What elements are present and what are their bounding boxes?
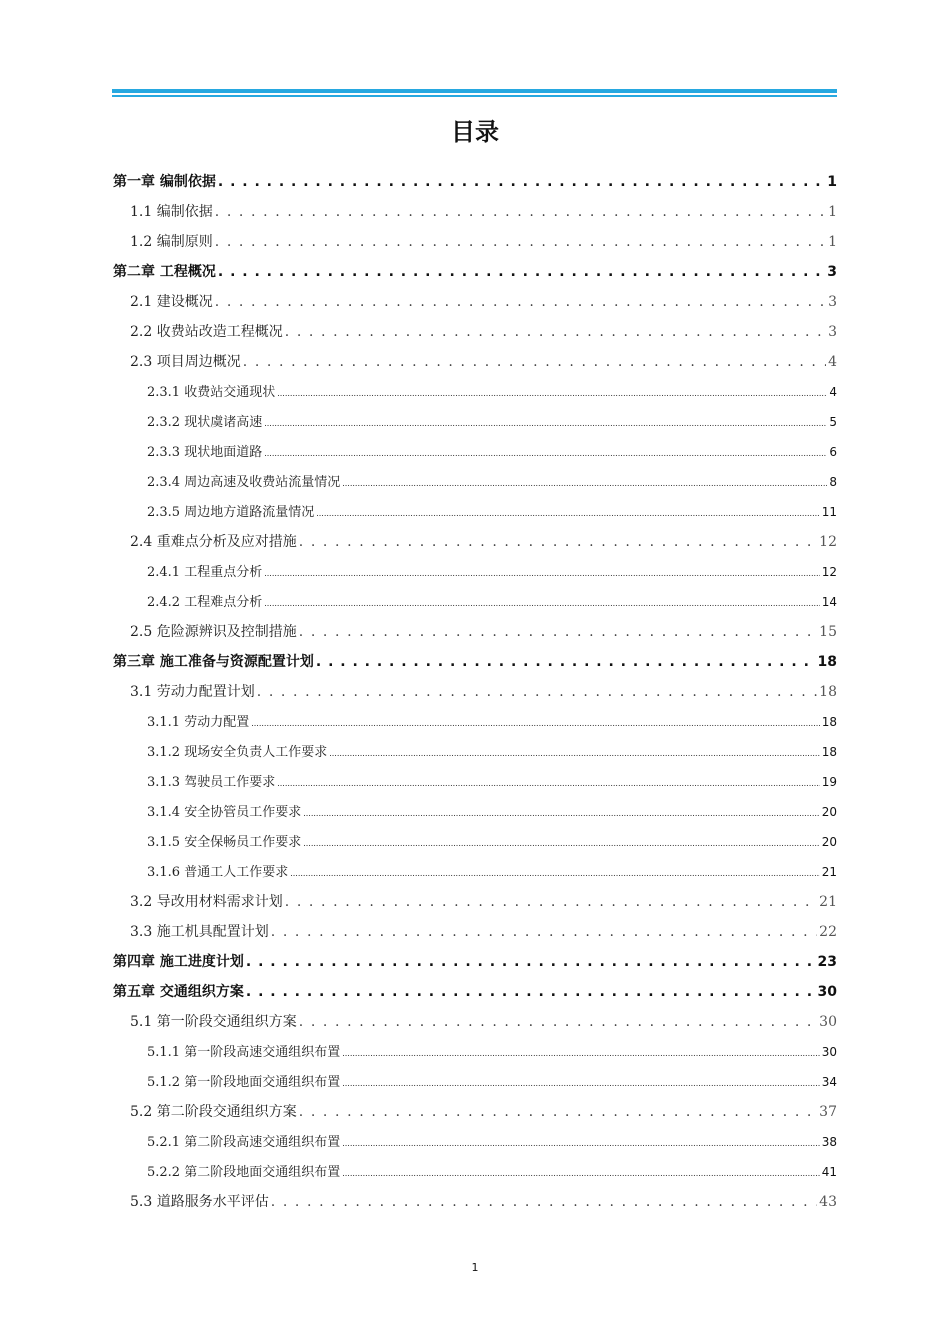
toc-entry[interactable] xyxy=(113,557,837,587)
toc-dot-leader xyxy=(264,588,820,617)
toc-entry-page: 1 xyxy=(828,204,837,220)
toc-entry-title: 3.1.6 普通工人工作要求 xyxy=(147,865,289,880)
toc-entry-title: 5.1.1 第一阶段高速交通组织布置 xyxy=(147,1045,341,1060)
toc-entry[interactable] xyxy=(113,1067,837,1097)
toc-entry-title: 2.3 项目周边概况 xyxy=(130,354,241,370)
toc-entry-title: 2.5 危险源辨识及控制措施 xyxy=(130,624,297,640)
toc-dot-leader xyxy=(299,617,817,647)
toc-entry-title: 2.3.2 现状虞诸高速 xyxy=(147,415,263,430)
toc-dot-leader xyxy=(271,1187,817,1217)
toc-entry[interactable] xyxy=(113,1037,837,1067)
toc-entry-title: 3.3 施工机具配置计划 xyxy=(130,924,269,940)
toc-entry[interactable] xyxy=(113,287,837,317)
toc-dot-leader xyxy=(285,887,817,917)
toc-entry[interactable] xyxy=(113,1127,837,1157)
toc-entry-title: 5.3 道路服务水平评估 xyxy=(130,1194,269,1210)
toc-dot-leader xyxy=(285,317,826,347)
toc-entry-page: 3 xyxy=(828,324,837,340)
toc-entry[interactable] xyxy=(113,947,837,977)
toc-entry-page: 22 xyxy=(819,924,837,940)
toc-entry-page: 11 xyxy=(821,505,837,519)
toc-entry-page: 30 xyxy=(819,1014,837,1030)
toc-entry[interactable] xyxy=(113,317,837,347)
toc-entry-page: 37 xyxy=(819,1104,837,1120)
toc-entry[interactable] xyxy=(113,407,837,437)
toc-entry[interactable] xyxy=(113,587,837,617)
toc-entry-page: 38 xyxy=(821,1135,837,1149)
toc-dot-leader xyxy=(299,527,817,557)
toc-entry-page: 15 xyxy=(819,624,837,640)
toc-dot-leader xyxy=(303,828,820,857)
toc-dot-leader xyxy=(316,647,816,677)
toc-entry-title: 第三章 施工准备与资源配置计划 xyxy=(113,654,314,670)
toc-entry[interactable] xyxy=(113,1187,837,1217)
toc-entry-page: 8 xyxy=(829,475,837,489)
table-of-contents xyxy=(113,167,837,1217)
toc-entry[interactable] xyxy=(113,167,837,197)
toc-entry[interactable] xyxy=(113,197,837,227)
toc-entry-page: 4 xyxy=(828,354,837,370)
toc-dot-leader xyxy=(303,798,820,827)
toc-entry-page: 1 xyxy=(827,174,837,190)
toc-entry-title: 3.1.2 现场安全负责人工作要求 xyxy=(147,745,328,760)
toc-entry[interactable] xyxy=(113,527,837,557)
page-number: 1 xyxy=(471,1261,479,1274)
toc-entry-page: 21 xyxy=(821,865,837,879)
toc-entry-page: 43 xyxy=(819,1194,837,1210)
toc-entry[interactable] xyxy=(113,857,837,887)
toc-entry-title: 第二章 工程概况 xyxy=(113,264,216,280)
toc-dot-leader xyxy=(264,438,827,467)
toc-entry-title: 1.2 编制原则 xyxy=(130,234,213,250)
header-rule-thick xyxy=(112,89,837,93)
toc-dot-leader xyxy=(277,378,827,407)
toc-entry-title: 2.3.1 收费站交通现状 xyxy=(147,385,276,400)
toc-entry-title: 3.1 劳动力配置计划 xyxy=(130,684,255,700)
toc-entry[interactable] xyxy=(113,377,837,407)
toc-entry-title: 2.2 收费站改造工程概况 xyxy=(130,324,283,340)
toc-dot-leader xyxy=(218,167,825,197)
toc-entry[interactable] xyxy=(113,347,837,377)
toc-entry-title: 2.3.4 周边高速及收费站流量情况 xyxy=(147,475,341,490)
toc-entry-page: 21 xyxy=(819,894,837,910)
toc-entry-page: 30 xyxy=(817,984,837,1000)
toc-title: 目录 xyxy=(451,118,499,146)
toc-entry-page: 18 xyxy=(817,654,837,670)
toc-entry-title: 2.4.2 工程难点分析 xyxy=(147,595,263,610)
toc-entry-title: 2.3.5 周边地方道路流量情况 xyxy=(147,505,315,520)
toc-dot-leader xyxy=(299,1097,817,1127)
toc-entry-page: 20 xyxy=(821,835,837,849)
toc-entry-title: 1.1 编制依据 xyxy=(130,204,213,220)
toc-entry[interactable] xyxy=(113,737,837,767)
toc-dot-leader xyxy=(342,1038,820,1067)
toc-entry[interactable] xyxy=(113,497,837,527)
toc-entry[interactable] xyxy=(113,1097,837,1127)
toc-dot-leader xyxy=(342,1068,820,1097)
toc-entry[interactable] xyxy=(113,437,837,467)
toc-entry-title: 3.1.1 劳动力配置 xyxy=(147,715,250,730)
toc-entry-page: 12 xyxy=(821,565,837,579)
toc-entry-page: 23 xyxy=(817,954,837,970)
toc-entry[interactable] xyxy=(113,977,837,1007)
toc-entry-title: 5.2 第二阶段交通组织方案 xyxy=(130,1104,297,1120)
toc-entry[interactable] xyxy=(113,797,837,827)
toc-dot-leader xyxy=(251,708,820,737)
toc-entry[interactable] xyxy=(113,677,837,707)
toc-entry-page: 4 xyxy=(829,385,837,399)
toc-dot-leader xyxy=(218,257,825,287)
toc-entry-title: 3.2 导改用材料需求计划 xyxy=(130,894,283,910)
toc-dot-leader xyxy=(215,227,826,257)
toc-entry-title: 2.4.1 工程重点分析 xyxy=(147,565,263,580)
toc-entry[interactable] xyxy=(113,227,837,257)
toc-dot-leader xyxy=(342,468,827,497)
toc-dot-leader xyxy=(342,1158,820,1187)
toc-entry-title: 5.2.2 第二阶段地面交通组织布置 xyxy=(147,1165,341,1180)
toc-entry-page: 5 xyxy=(829,415,837,429)
toc-dot-leader xyxy=(316,498,820,527)
toc-entry[interactable] xyxy=(113,827,837,857)
toc-entry-page: 18 xyxy=(821,745,837,759)
toc-entry-page: 18 xyxy=(821,715,837,729)
toc-entry-title: 2.4 重难点分析及应对措施 xyxy=(130,534,297,550)
toc-dot-leader xyxy=(215,287,826,317)
toc-entry-title: 5.1.2 第一阶段地面交通组织布置 xyxy=(147,1075,341,1090)
toc-entry-title: 第五章 交通组织方案 xyxy=(113,984,244,1000)
toc-entry[interactable] xyxy=(113,1157,837,1187)
toc-dot-leader xyxy=(257,677,817,707)
toc-entry-title: 第四章 施工进度计划 xyxy=(113,954,244,970)
toc-entry-title: 第一章 编制依据 xyxy=(113,174,216,190)
toc-entry[interactable] xyxy=(113,467,837,497)
toc-dot-leader xyxy=(215,197,826,227)
toc-entry-page: 30 xyxy=(821,1045,837,1059)
toc-entry[interactable] xyxy=(113,257,837,287)
toc-dot-leader xyxy=(342,1128,820,1157)
toc-dot-leader xyxy=(290,858,820,887)
toc-dot-leader xyxy=(299,1007,817,1037)
toc-entry-page: 12 xyxy=(819,534,837,550)
toc-entry[interactable] xyxy=(113,707,837,737)
toc-dot-leader xyxy=(246,947,816,977)
toc-dot-leader xyxy=(243,347,826,377)
toc-entry-title: 2.1 建设概况 xyxy=(130,294,213,310)
toc-entry-title: 2.3.3 现状地面道路 xyxy=(147,445,263,460)
toc-dot-leader xyxy=(264,558,820,587)
toc-entry-title: 3.1.5 安全保畅员工作要求 xyxy=(147,835,302,850)
toc-entry-title: 3.1.3 驾驶员工作要求 xyxy=(147,775,276,790)
toc-entry-page: 41 xyxy=(821,1165,837,1179)
toc-dot-leader xyxy=(277,768,820,797)
toc-entry-page: 1 xyxy=(828,234,837,250)
toc-entry-page: 20 xyxy=(821,805,837,819)
toc-entry-page: 3 xyxy=(827,264,837,280)
toc-entry-title: 5.1 第一阶段交通组织方案 xyxy=(130,1014,297,1030)
toc-entry[interactable] xyxy=(113,767,837,797)
toc-entry[interactable] xyxy=(113,1007,837,1037)
toc-dot-leader xyxy=(271,917,817,947)
toc-entry-page: 6 xyxy=(829,445,837,459)
toc-dot-leader xyxy=(264,408,827,437)
toc-entry[interactable] xyxy=(113,917,837,947)
toc-entry-page: 18 xyxy=(819,684,837,700)
toc-entry-page: 34 xyxy=(821,1075,837,1089)
toc-entry[interactable] xyxy=(113,617,837,647)
header-rule-thin xyxy=(112,95,837,97)
toc-entry-page: 19 xyxy=(821,775,837,789)
toc-entry-title: 5.2.1 第二阶段高速交通组织布置 xyxy=(147,1135,341,1150)
toc-dot-leader xyxy=(246,977,816,1007)
toc-dot-leader xyxy=(329,738,820,767)
toc-entry[interactable] xyxy=(113,647,837,677)
toc-entry-page: 14 xyxy=(821,595,837,609)
toc-entry-title: 3.1.4 安全协管员工作要求 xyxy=(147,805,302,820)
toc-entry[interactable] xyxy=(113,887,837,917)
toc-entry-page: 3 xyxy=(828,294,837,310)
